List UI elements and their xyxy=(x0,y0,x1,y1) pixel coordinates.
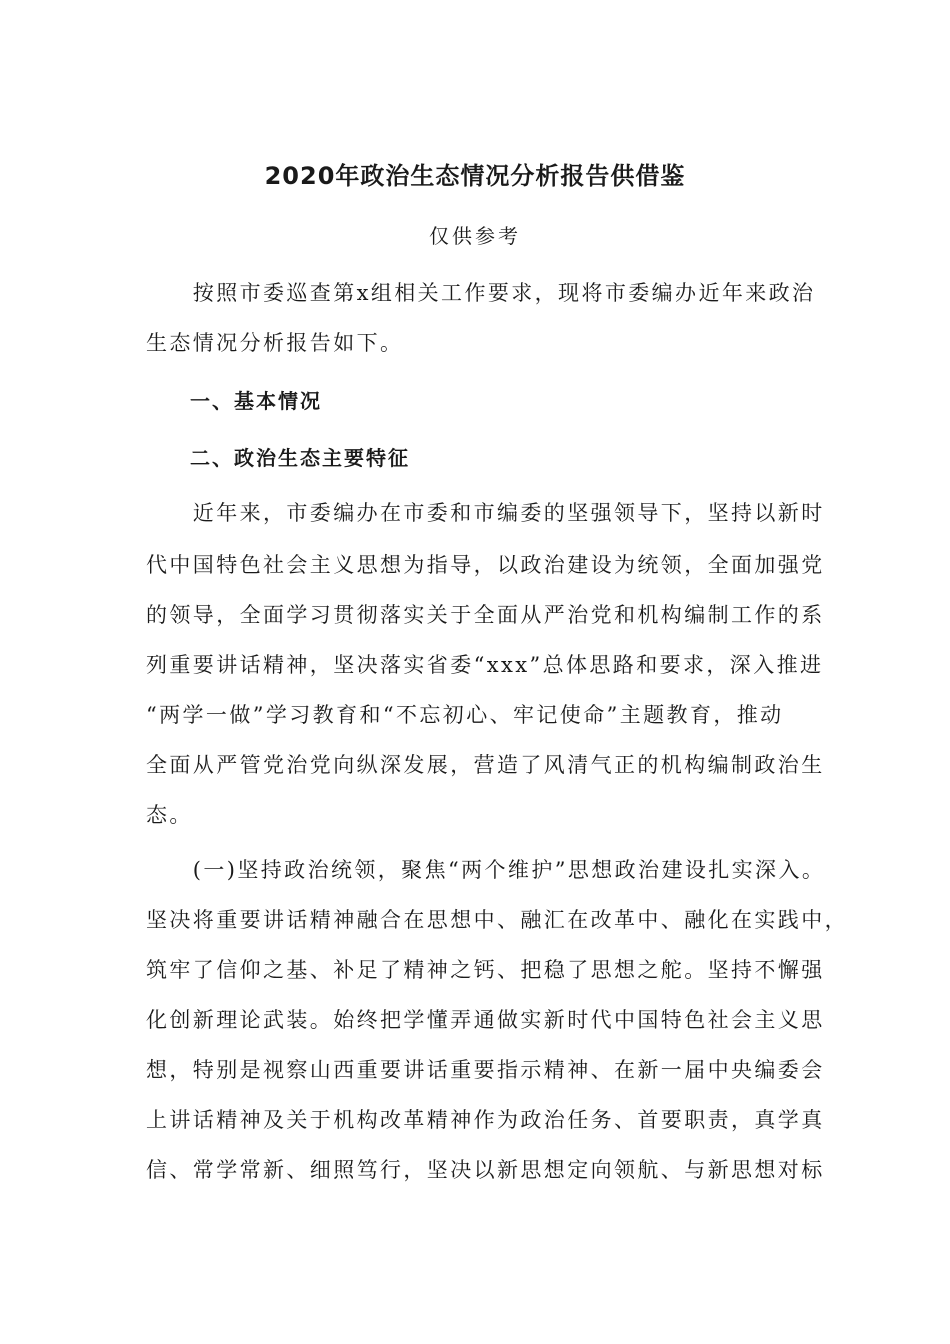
document-subtitle: 仅供参考 xyxy=(429,224,521,248)
section-heading-basic: 一、基本情况 xyxy=(190,389,322,413)
paragraph-line: 态。 xyxy=(146,803,193,827)
paragraph-line: 坚决将重要讲话精神融合在思想中、融汇在改革中、融化在实践中， xyxy=(146,908,848,932)
paragraph-line: 代中国特色社会主义思想为指导，以政治建设为统领，全面加强党 xyxy=(146,553,825,577)
paragraph-line: 信、常学常新、细照笃行，坚决以新思想定向领航、与新思想对标 xyxy=(146,1158,825,1182)
intro-line: 生态情况分析报告如下。 xyxy=(146,331,404,355)
paragraph-line: 近年来，市委编办在市委和市编委的坚强领导下，坚持以新时 xyxy=(146,501,825,525)
paragraph-line: 列重要讲话精神，坚决落实省委“xxx”总体思路和要求，深入推进 xyxy=(146,653,824,677)
paragraph-line: 的领导，全面学习贯彻落实关于全面从严治党和机构编制工作的系 xyxy=(146,603,825,627)
document-title: 2020年政治生态情况分析报告供借鉴 xyxy=(264,162,686,190)
intro-line: 按照市委巡查第x组相关工作要求，现将市委编办近年来政治 xyxy=(146,281,816,305)
paragraph-line: 想，特别是视察山西重要讲话重要指示精神、在新一届中央编委会 xyxy=(146,1058,825,1082)
paragraph-line: 全面从严管党治党向纵深发展，营造了风清气正的机构编制政治生 xyxy=(146,753,825,777)
paragraph-line: (一)坚持政治统领，聚焦“两个维护”思想政治建设扎实深入。 xyxy=(146,858,826,882)
paragraph-line: “两学一做”学习教育和“不忘初心、牢记使命”主题教育，推动 xyxy=(146,703,784,727)
paragraph-line: 上讲话精神及关于机构改革精神作为政治任务、首要职责，真学真 xyxy=(146,1108,825,1132)
section-heading-features: 二、政治生态主要特征 xyxy=(190,446,410,470)
paragraph-line: 筑牢了信仰之基、补足了精神之钙、把稳了思想之舵。坚持不懈强 xyxy=(146,958,825,982)
paragraph-line: 化创新理论武装。始终把学懂弄通做实新时代中国特色社会主义思 xyxy=(146,1008,825,1032)
